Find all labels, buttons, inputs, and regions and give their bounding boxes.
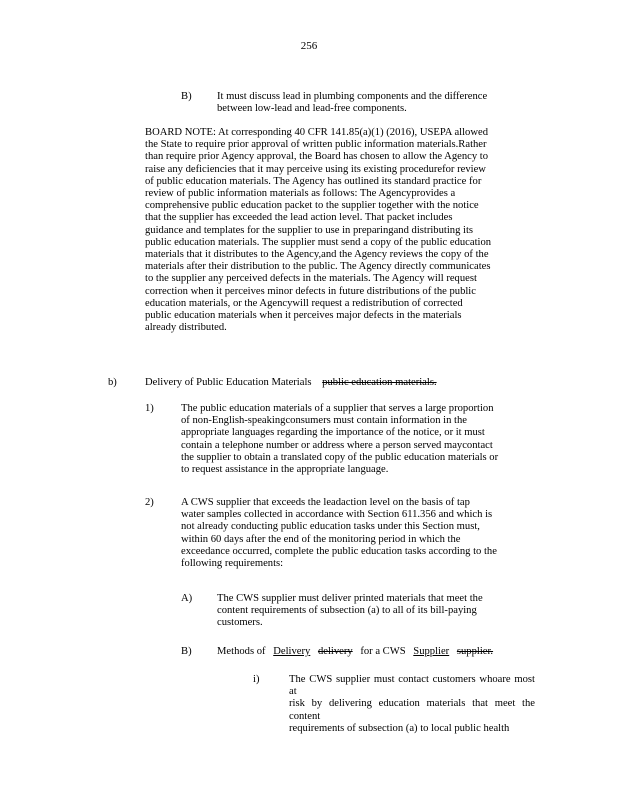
item-marker: 2) xyxy=(145,497,154,508)
text-line: the supplier to obtain a translated copy of the public education materials or xyxy=(181,451,499,463)
heading-text: Methods of xyxy=(217,646,266,657)
text-line: already distributed. xyxy=(145,322,227,334)
inserted-text: Delivery xyxy=(273,646,311,657)
item-text xyxy=(289,674,535,735)
heading-text: for a CWS xyxy=(360,646,406,657)
text-line: The public education materials of a supplier that serves a large proportion xyxy=(181,403,494,414)
text-line: review of public information materials as follows: The Agencyprovides a xyxy=(145,188,456,200)
board-note-text xyxy=(145,127,535,334)
item-heading xyxy=(217,646,517,658)
text-line: comprehensive public education packet to the supplier together with the notice xyxy=(145,200,479,212)
text-line: The CWS supplier must contact customers whoare most at xyxy=(289,674,535,698)
text-line: that the supplier has exceeded the lead action level. That packet includes xyxy=(145,212,453,224)
text-line: customers. xyxy=(217,617,263,629)
text-line: risk by delivering education materials that meet the content xyxy=(289,698,535,722)
text-line: than require prior Agency approval, the Board has chosen to allow the Agency to xyxy=(145,151,489,163)
text-line: to request assistance in the appropriate language. xyxy=(181,464,389,476)
item-marker: 1) xyxy=(145,403,154,414)
page-number: 256 xyxy=(300,40,318,52)
text-line: public education materials. The supplier must send a copy of the public education xyxy=(145,236,492,248)
text-line: public education materials when it perceives major defects in the materials xyxy=(145,310,462,322)
text-line: not already conducting public education tasks under this Section must, xyxy=(181,521,480,533)
item-marker: i) xyxy=(253,674,260,685)
deleted-text: supplier. xyxy=(456,646,494,657)
text-line: the State to require prior approval of written public information materials.Rather xyxy=(145,139,487,151)
heading-inserted-text: Delivery of Public Education Materials xyxy=(145,377,312,388)
text-line: between low-lead and lead-free components. xyxy=(217,103,407,115)
text-line: raise any deficiencies that it may perceive using its existing procedurefor review xyxy=(145,163,486,175)
section-marker: b) xyxy=(108,377,117,388)
text-line: BOARD NOTE: At corresponding 40 CFR 141.85(a)(1) (2016), USEPA allowed xyxy=(145,127,489,138)
item-marker: B) xyxy=(181,646,192,657)
item-text xyxy=(181,403,542,476)
text-line: of public education materials. The Agency has outlined its standard practice for xyxy=(145,175,482,187)
section-heading xyxy=(145,377,485,389)
text-line: materials after their distribution to the public. The Agency directly communicates xyxy=(145,261,491,273)
text-line: content requirements of subsection (a) to all of its bill-paying xyxy=(217,605,477,617)
text-line: water samples collected in accordance with Section 611.356 and which is xyxy=(181,509,493,521)
text-line: within 60 days after the end of the monitoring period in which the xyxy=(181,533,461,545)
text-line: education materials, or the Agencywill request a redistribution of corrected xyxy=(145,297,463,309)
text-line: It must discuss lead in plumbing components and the difference xyxy=(217,91,488,102)
text-line: guidance and templates for the supplier to use in preparingand distributing its xyxy=(145,224,474,236)
text-line: The CWS supplier must deliver printed materials that meet the xyxy=(217,593,483,604)
item-marker: A) xyxy=(181,593,193,604)
deleted-text: delivery xyxy=(317,646,353,657)
heading-deleted-text: public education materials. xyxy=(322,377,437,388)
item-marker: B) xyxy=(181,91,192,102)
text-line: following requirements: xyxy=(181,558,284,570)
text-line: of non-English-speakingconsumers must contain information in the xyxy=(181,415,467,427)
item-text xyxy=(217,91,515,115)
text-line: correction when it perceives minor defects in future distributions of the public xyxy=(145,285,476,297)
text-line: appropriate languages regarding the importance of the notice, or it must xyxy=(181,427,485,439)
inserted-text: Supplier xyxy=(413,646,450,657)
text-line: exceedance occurred, complete the public education tasks according to the xyxy=(181,545,497,557)
text-line: to the supplier any perceived defects in the materials. The Agency will request xyxy=(145,273,477,285)
text-line: materials that it distributes to the Agency,and the Agency reviews the copy of the xyxy=(145,249,489,261)
item-text xyxy=(181,497,536,570)
text-line: requirements of subsection (a) to local public health xyxy=(289,722,510,734)
item-text xyxy=(217,593,519,630)
text-line: A CWS supplier that exceeds the leadaction level on the basis of tap xyxy=(181,497,470,508)
text-line: contain a telephone number or address where a person served maycontact xyxy=(181,439,493,451)
